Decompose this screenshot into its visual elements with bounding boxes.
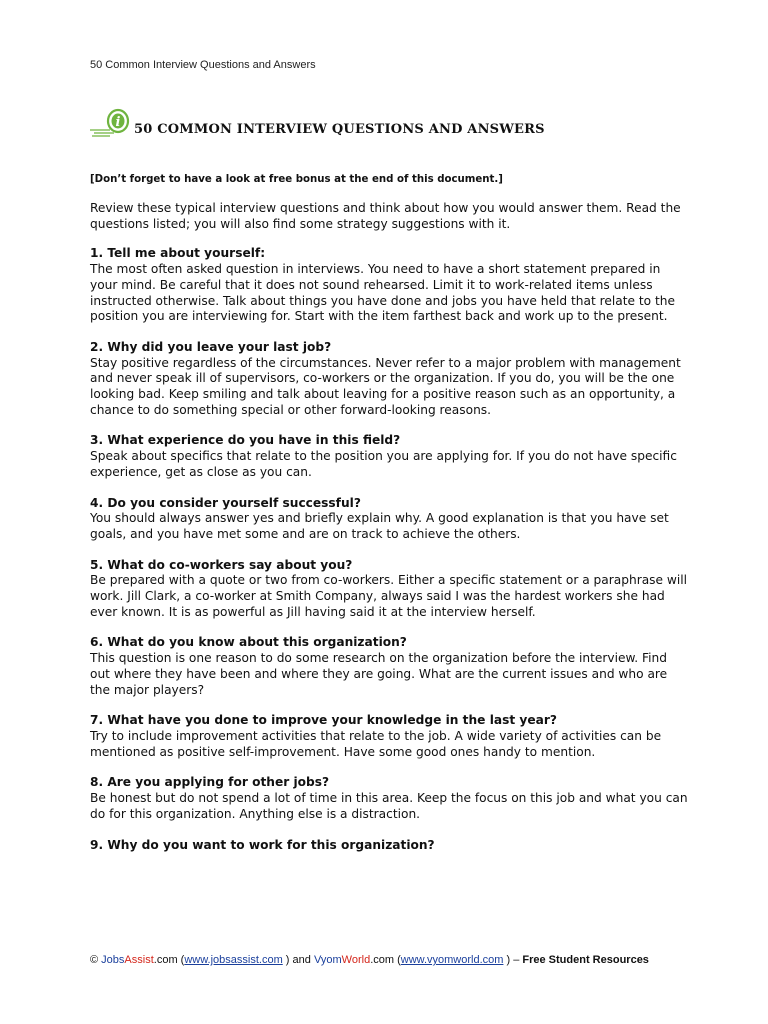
question-heading: 3. What experience do you have in this field? — [90, 433, 401, 448]
footer-dash: ) – — [503, 954, 523, 966]
svg-text:i: i — [115, 115, 121, 130]
qa-item — [90, 496, 690, 543]
answer-text: Speak about specifics that relate to the position you are applying for. If you do not have specific experience, get as close as you can. — [90, 449, 677, 479]
qa-item — [90, 838, 690, 854]
qa-item — [90, 340, 690, 419]
qa-item — [90, 635, 690, 698]
brand-assist: Assist — [124, 954, 154, 966]
qa-list — [90, 246, 690, 853]
question-heading: 7. What have you done to improve your knowledge in the last year? — [90, 713, 557, 728]
brand-jobs: Jobs — [101, 954, 125, 966]
answer-text: Be honest but do not spend a lot of time in this area. Keep the focus on this job and what you can do for this organization. Anything else is a distraction. — [90, 791, 688, 821]
question-heading: 1. Tell me about yourself: — [90, 246, 266, 261]
question-heading: 6. What do you know about this organization? — [90, 635, 407, 650]
question-heading: 9. Why do you want to work for this organization? — [90, 837, 435, 852]
answer-text: Try to include improvement activities that relate to the job. A wide variety of activities can be mentioned as positive self-improvement. Have some good ones handy to mention. — [90, 728, 662, 759]
brand-world: World — [341, 954, 371, 966]
document-title: 50 COMMON INTERVIEW QUESTIONS AND ANSWERS — [134, 122, 545, 137]
jobsassist-link[interactable]: www.jobsassist.com — [184, 954, 283, 966]
brand2-suffix: .com ( — [370, 954, 401, 966]
answer-text: You should always answer yes and briefly explain why. A good explanation is that you have set goals, and you have met some and are on track to achieve the others. — [90, 511, 669, 541]
copyright-symbol: © — [90, 954, 102, 966]
footer-tagline: Free Student Resources — [522, 954, 649, 966]
question-heading: 8. Are you applying for other jobs? — [90, 775, 330, 790]
answer-text: This question is one reason to do some research on the organization before the interview. Find out where they have been and where they are going. What are the current issues and who are the major players? — [90, 651, 668, 697]
answer-text: The most often asked question in interviews. You need to have a short statement prepared in your mind. Be careful that it does not sound rehearsed. Limit it to work-related items unless instructed otherwise. Talk about things you have done and jobs you have held that relate to the position you are interviewing for. Start with the item farthest back and work up to the present. — [90, 262, 675, 324]
qa-item — [90, 558, 690, 621]
vyomworld-link[interactable]: www.vyomworld.com — [400, 954, 504, 966]
question-heading: 5. What do co-workers say about you? — [90, 557, 353, 572]
question-heading: 4. Do you consider yourself successful? — [90, 495, 361, 510]
running-header: 50 Common Interview Questions and Answers — [90, 59, 316, 71]
document-title-row — [88, 106, 545, 138]
question-heading: 2. Why did you leave your last job? — [90, 339, 332, 354]
qa-item — [90, 713, 690, 760]
footer-and: ) and — [282, 954, 314, 966]
brand-vyom: Vyom — [313, 954, 342, 966]
qa-item — [90, 775, 690, 822]
answer-text: Be prepared with a quote or two from co-workers. Either a specific statement or a paraphrase will work. Jill Clark, a co-worker at Smith Company, always said I was the hardest workers she had ever known. It is as powerful as Jill having said it at the interview herself. — [90, 573, 688, 619]
bonus-note: [Don’t forget to have a look at free bonus at the end of this document.] — [90, 174, 503, 185]
page-footer — [90, 954, 649, 966]
brand1-suffix: .com ( — [153, 954, 185, 966]
qa-item — [90, 246, 690, 325]
info-logo-icon — [88, 106, 134, 138]
intro-paragraph: Review these typical interview questions and think about how you would answer them. Read the questions listed; you will also find some strategy suggestions with it. — [90, 201, 681, 231]
qa-item — [90, 433, 690, 480]
answer-text: Stay positive regardless of the circumstances. Never refer to a major problem with management and never speak ill of supervisors, co-workers or the organization. If you do, you will be the one looking bad. Keep smiling and talk about leaving for a positive reason such as an opportunity, a chance to do something special or other forward-looking reasons. — [90, 355, 681, 417]
document-body — [90, 201, 690, 868]
